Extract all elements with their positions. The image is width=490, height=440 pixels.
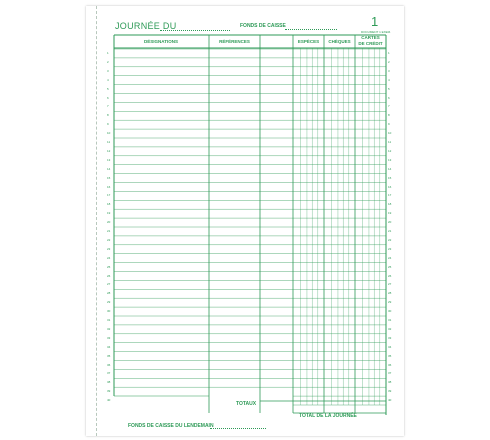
row-number-left: 1 — [107, 51, 109, 55]
row-number-right: 22 — [388, 237, 392, 242]
row-number-right: 10 — [388, 131, 392, 136]
fonds-lendemain-label: FONDS DE CAISSE DU LENDEMAIN — [128, 423, 214, 429]
row-number-right: 24 — [388, 255, 392, 260]
row-number-right: 34 — [388, 344, 392, 349]
row-number-right: 32 — [388, 326, 392, 331]
row-number-left: 32 — [107, 326, 111, 331]
row-number-left: 40 — [107, 398, 111, 403]
column-header-references: RÉFÉRENCES — [219, 39, 250, 44]
row-number-right: 25 — [388, 264, 392, 269]
row-number-left: 23 — [107, 246, 111, 251]
row-number-right: 7 — [388, 104, 390, 109]
row-number-right: 8 — [388, 113, 390, 118]
row-number-left: 4 — [107, 77, 109, 82]
row-number-right: 6 — [388, 95, 390, 100]
row-number-right: 2 — [388, 59, 390, 64]
row-number-left: 27 — [107, 282, 111, 287]
row-number-left: 24 — [107, 255, 111, 260]
row-number-left: 12 — [107, 148, 111, 153]
row-number-right: 5 — [388, 86, 390, 91]
row-number-right: 16 — [388, 184, 392, 189]
row-number-right: 38 — [388, 380, 392, 385]
row-number-left: 35 — [107, 353, 111, 358]
row-number-left: 26 — [107, 273, 111, 278]
row-number-left: 30 — [107, 309, 111, 314]
row-number-right: 27 — [388, 282, 392, 287]
row-number-right: 26 — [388, 273, 392, 278]
row-number-right: 9 — [388, 122, 390, 127]
totaux-label: TOTAUX — [236, 401, 257, 407]
row-number-right: 4 — [388, 77, 390, 82]
row-number-left: 18 — [107, 202, 111, 207]
row-number-right: 40 — [388, 398, 392, 403]
row-number-left: 21 — [107, 229, 111, 233]
row-number-right: 11 — [388, 140, 392, 144]
row-number-left: 15 — [107, 175, 111, 180]
row-number-left: 10 — [107, 131, 111, 136]
row-number-left: 3 — [107, 68, 109, 73]
column-header-especes: ESPÈCES — [297, 39, 320, 44]
row-number-left: 17 — [107, 193, 111, 198]
row-number-right: 36 — [388, 362, 392, 367]
row-number-right: 1 — [388, 51, 390, 55]
row-number-left: 5 — [107, 86, 109, 91]
row-number-right: 15 — [388, 175, 392, 180]
fonds-de-caisse-label: FONDS DE CAISSE — [240, 23, 286, 29]
row-number-left: 9 — [107, 122, 109, 127]
journee-label: JOURNÉE DU — [115, 21, 177, 31]
row-number-left: 14 — [107, 166, 111, 171]
row-number-left: 31 — [107, 318, 111, 322]
row-number-left: 33 — [107, 335, 111, 340]
row-number-left: 34 — [107, 344, 111, 349]
row-number-right: 35 — [388, 353, 392, 358]
row-number-right: 21 — [388, 229, 392, 233]
row-number-left: 7 — [107, 104, 109, 109]
row-number-left: 8 — [107, 113, 109, 118]
row-number-left: 20 — [107, 220, 111, 225]
row-number-right: 30 — [388, 309, 392, 314]
row-number-right: 28 — [388, 291, 392, 296]
row-number-right: 13 — [388, 157, 392, 162]
row-number-left: 37 — [107, 371, 111, 376]
row-number-right: 19 — [388, 211, 392, 216]
row-number-left: 36 — [107, 362, 111, 367]
row-number-left: 6 — [107, 95, 109, 100]
row-number-right: 18 — [388, 202, 392, 207]
row-number-right: 3 — [388, 68, 390, 73]
row-number-left: 22 — [107, 237, 111, 242]
row-number-right: 12 — [388, 148, 392, 153]
row-number-right: 17 — [388, 193, 392, 198]
row-number-left: 25 — [107, 264, 111, 269]
column-header-cartes-line1: CARTES — [361, 35, 380, 40]
row-number-right: 14 — [388, 166, 392, 171]
row-number-right: 39 — [388, 389, 392, 394]
row-number-left: 19 — [107, 211, 111, 216]
row-number-left: 28 — [107, 291, 111, 296]
column-header-cartes-line2: DE CRÉDIT — [358, 41, 383, 46]
row-number-right: 33 — [388, 335, 392, 340]
column-header-designations: DÉSIGNATIONS — [144, 39, 178, 44]
row-number-right: 20 — [388, 220, 392, 225]
row-number-left: 29 — [107, 300, 111, 305]
page-number: 1 — [371, 14, 379, 29]
fonds-lendemain-field[interactable] — [210, 428, 266, 429]
page-reference: DOCUMENT 1 EXEM. — [361, 30, 391, 34]
row-number-left: 38 — [107, 380, 111, 385]
row-number-left: 11 — [107, 140, 111, 144]
row-number-left: 2 — [107, 59, 109, 64]
row-number-right: 31 — [388, 318, 392, 322]
total-journee-label: TOTAL DE LA JOURNÉE — [299, 413, 357, 419]
row-number-left: 39 — [107, 389, 111, 394]
row-number-right: 37 — [388, 371, 392, 376]
row-number-left: 13 — [107, 157, 111, 162]
row-number-right: 23 — [388, 246, 392, 251]
column-header-cartes — [355, 35, 386, 47]
column-header-cheques: CHÈQUES — [328, 39, 351, 44]
row-number-left: 16 — [107, 184, 111, 189]
row-number-right: 29 — [388, 300, 392, 305]
